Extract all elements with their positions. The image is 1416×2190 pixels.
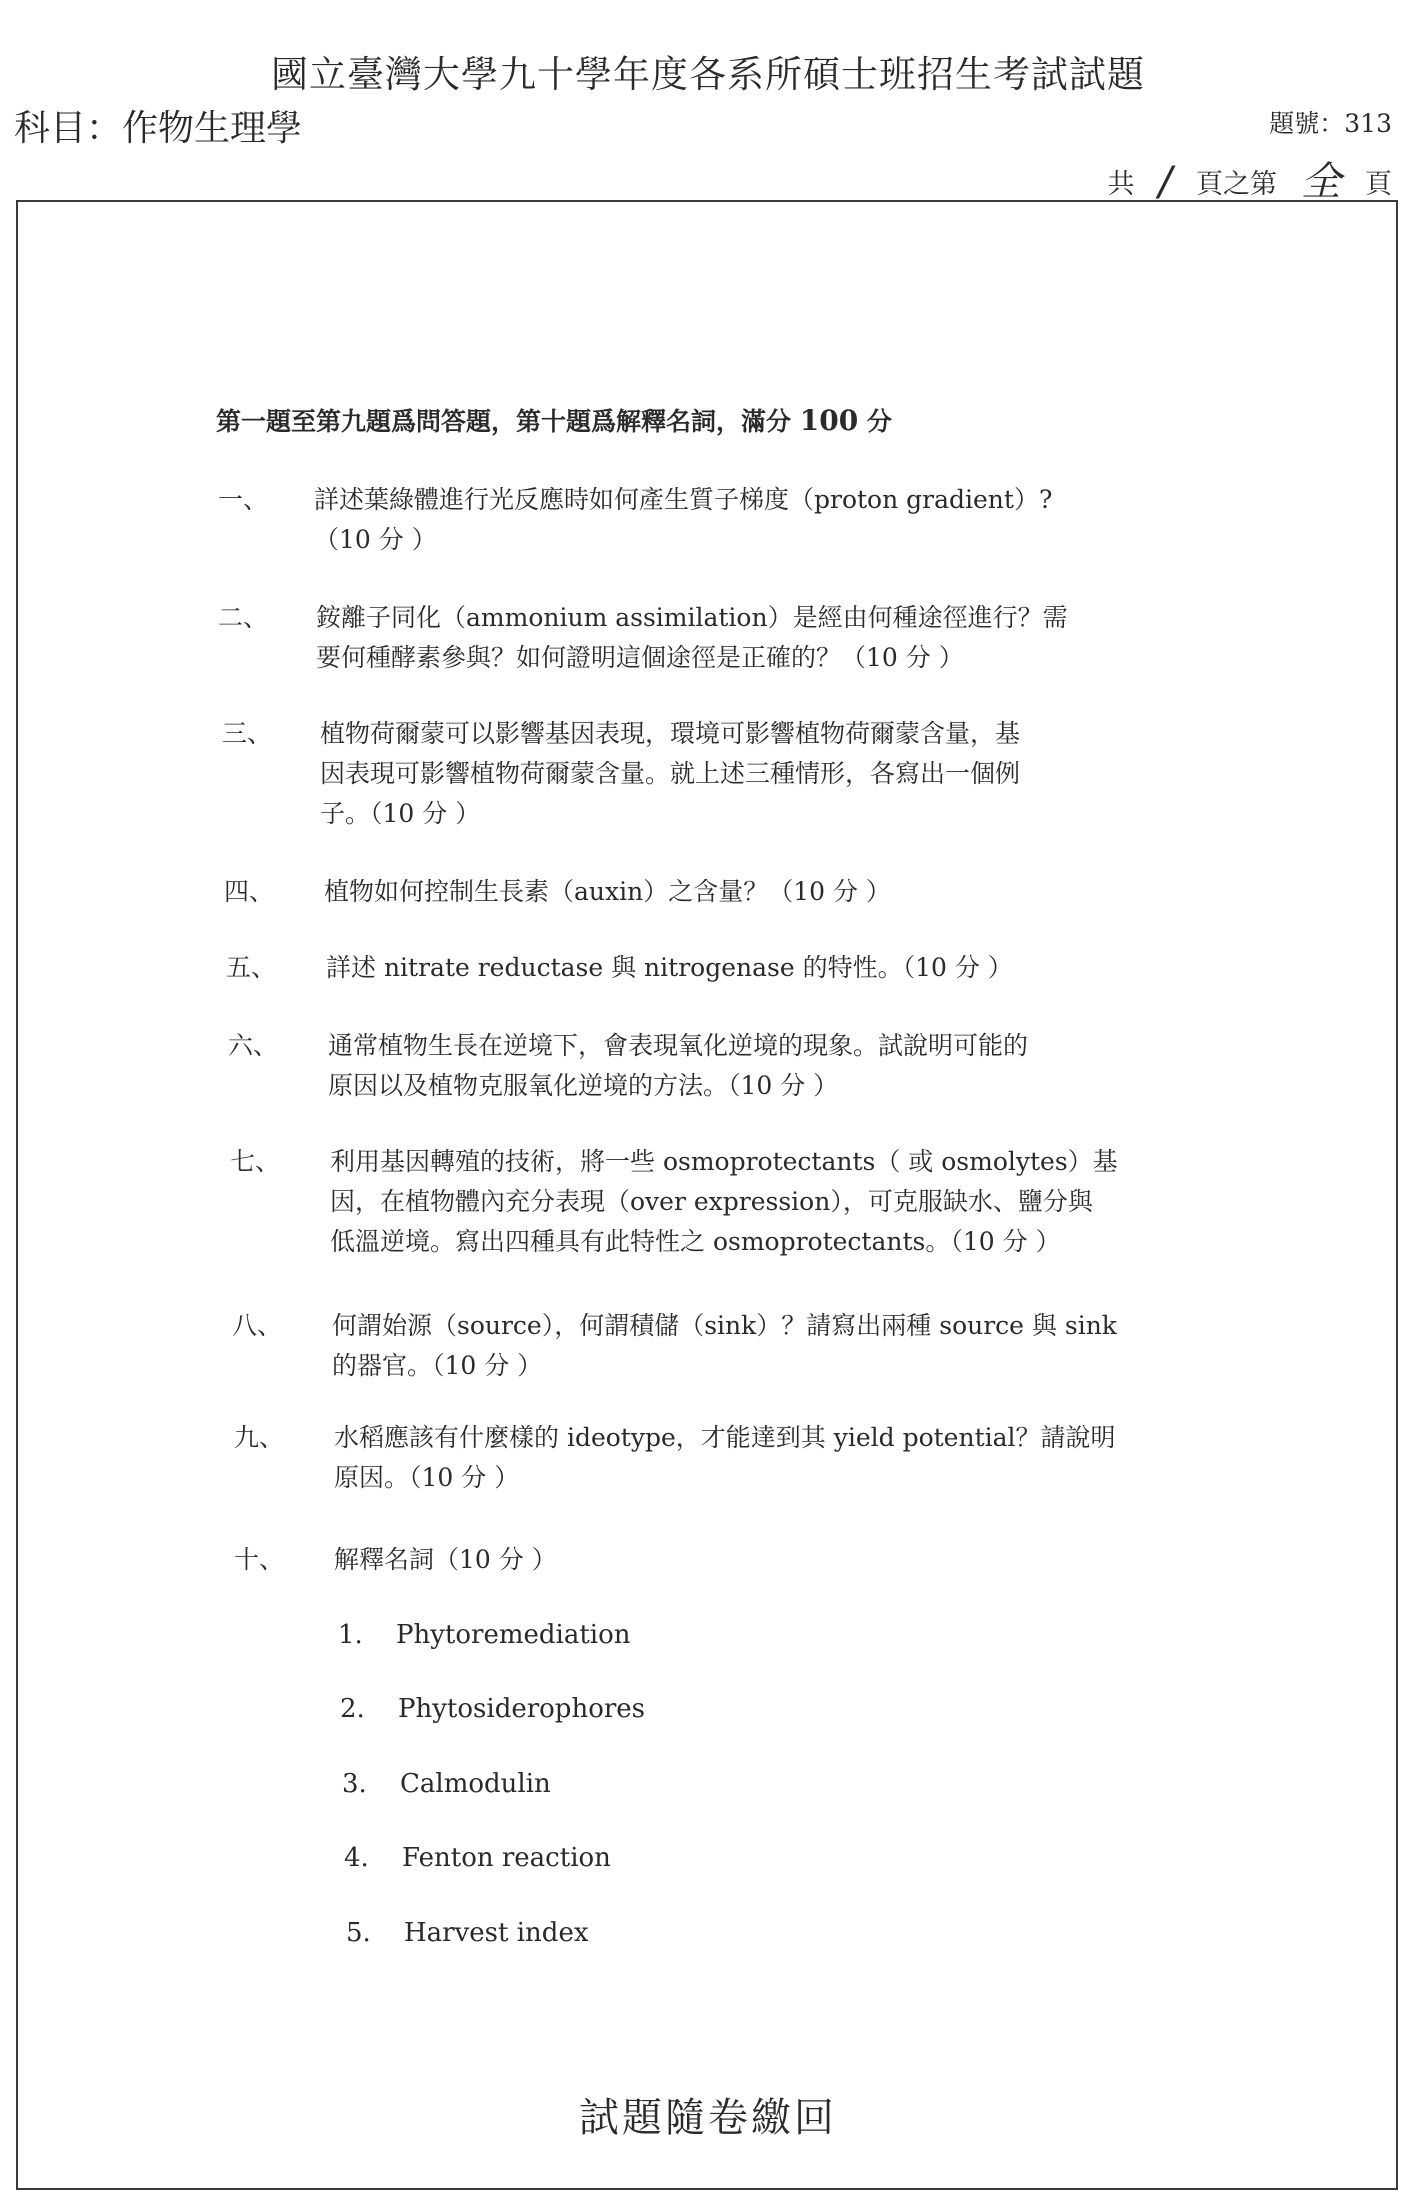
question-number: 五、 [226,953,277,982]
question-number: 一、 [218,485,269,514]
question-1 [218,480,1052,560]
question-line: 原因以及植物克服氧化逆境的方法。（10 分 ） [328,1071,839,1100]
question-3 [222,714,1020,834]
question-line: 銨離子同化（ammonium assimilation）是經由何種途徑進行？需 [316,603,1068,632]
footer-return-notice: 試題隨卷繳回 [579,2095,837,2141]
term-number: 1. [338,1620,363,1650]
question-8 [232,1306,1117,1386]
instruction-unit: 分 [866,407,892,436]
question-number: 二、 [218,603,269,632]
term-text: Harvest index [404,1918,589,1948]
question-number: 八、 [232,1311,283,1340]
question-line: （10 分 ） [314,525,437,554]
question-line: 的器官。（10 分 ） [332,1351,543,1380]
page-count-middle: 頁之第 [1196,169,1277,200]
term-text: Phytosiderophores [398,1694,645,1724]
question-9 [234,1418,1116,1498]
question-line: 植物如何控制生長素（auxin）之含量？（10 分 ） [324,877,891,906]
question-line: 詳述葉綠體進行光反應時如何產生質子梯度（proton gradient）? [314,485,1053,514]
question-line: 水稻應該有什麼樣的 ideotype，才能達到其 yield potential？請說明 [334,1423,1116,1452]
question-line: 要何種酵素參與？如何證明這個途徑是正確的？（10 分 ） [316,643,964,672]
question-line: 植物荷爾蒙可以影響基因表現，環境可影響植物荷爾蒙含量，基 [320,719,1021,748]
question-line: 因表現可影響植物荷爾蒙含量。就上述三種情形，各寫出一個例 [320,759,1021,788]
question-number: 七、 [230,1147,281,1176]
exam-title: 國立臺灣大學九十學年度各系所碩士班招生考試試題 [271,53,1145,96]
question-10 [234,1540,557,1580]
term-number: 2. [340,1694,365,1724]
term-item-1 [338,1620,631,1650]
subject-label: 科目：作物生理學 [14,108,303,149]
term-number: 3. [342,1769,367,1799]
question-code: 題號：313 [1269,109,1392,138]
question-5 [226,948,1013,988]
question-line: 原因。（10 分 ） [334,1463,520,1492]
instruction-score: 100 [799,404,859,437]
question-line: 利用基因轉殖的技術，將一些 osmoprotectants（ 或 osmolytes）基 [330,1147,1118,1176]
page-count-suffix: 頁 [1365,169,1392,200]
page-total-handwritten: / [1158,159,1172,205]
question-line: 低溫逆境。寫出四種具有此特性之 osmoprotectants。（10 分 ） [330,1227,1061,1256]
question-line: 通常植物生長在逆境下，會表現氧化逆境的現象。試說明可能的 [328,1031,1029,1060]
question-2 [218,598,1068,678]
question-line: 子。（10 分 ） [320,799,481,828]
term-item-3 [342,1769,551,1799]
page-count-prefix: 共 [1107,169,1135,200]
question-6 [228,1026,1028,1106]
question-line: 因，在植物體內充分表現（over expression），可克服缺水、鹽分與 [330,1187,1093,1216]
instruction-text: 第一題至第九題爲問答題，第十題爲解釋名詞，滿分 [216,407,792,436]
question-line: 何謂始源（source），何謂積儲（sink）？請寫出兩種 source 與 sink [332,1311,1117,1340]
question-number: 九、 [234,1423,285,1452]
page-count [1108,148,1392,205]
term-text: Calmodulin [400,1769,551,1799]
term-number: 5. [346,1918,371,1948]
question-number: 三、 [222,719,273,748]
term-item-2 [340,1694,645,1724]
page-current-handwritten: 全 [1301,159,1341,205]
question-line: 詳述 nitrate reductase 與 nitrogenase 的特性。（10 分 ） [326,953,1013,982]
question-7 [230,1142,1118,1262]
term-item-5 [346,1918,589,1948]
exam-instruction [216,402,892,438]
term-number: 4. [344,1843,369,1873]
question-number: 六、 [228,1031,279,1060]
question-number: 四、 [224,877,275,906]
question-number: 十、 [234,1545,285,1574]
term-text: Phytoremediation [396,1620,631,1650]
question-4 [224,872,891,912]
term-item-4 [344,1843,611,1873]
question-line: 解釋名詞（10 分 ） [334,1545,557,1574]
term-text: Fenton reaction [402,1843,611,1873]
